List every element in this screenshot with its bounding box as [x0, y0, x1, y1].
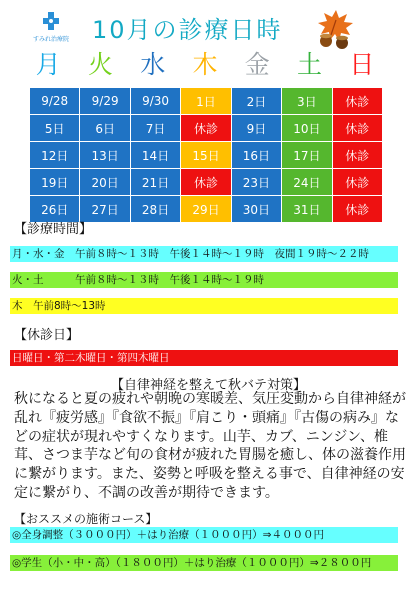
calendar-cell: 休診: [333, 169, 382, 195]
page-title: 10月の診療日時: [92, 16, 283, 44]
article-body: 秋になると夏の疲れや朝晩の寒暖差、気圧変動から自律神経が乱れ『疲労感』『食欲不振』『肩こり・頭痛』『古傷の病み』などの症状が現れやすくなります。山芋、カブ、ニンジン、椎茸、さつま芋など旬の食材が疲れた胃腸を癒し、体の滋養作用に繋がります。また、姿勢と呼吸を整える事で、自律神経の安定に繋がり、不調の改善が期待できます。: [14, 391, 406, 501]
hours-label: 【診療時間】: [14, 222, 93, 237]
weekday-wed: 水: [140, 50, 166, 79]
calendar-cell: 休診: [181, 115, 230, 141]
calendar-cell: 9日: [232, 115, 281, 141]
hours-line-thu: 木 午前8時～13時: [10, 298, 398, 314]
weekday-tue: 火: [87, 50, 113, 79]
calendar-cell: 30日: [232, 196, 281, 222]
calendar-cell: 休診: [333, 196, 382, 222]
calendar-cell: 16日: [232, 142, 281, 168]
closed-days-text: 日曜日・第二木曜日・第四木曜日: [10, 350, 398, 366]
calendar-cell: 28日: [131, 196, 180, 222]
weekday-sun: 日: [349, 50, 375, 79]
article-heading: 【自律神経を整えて秋バテ対策】: [110, 378, 306, 393]
course-item-general: ◎全身調整（３０００円）＋はり治療（１０００円）⇒４０００円: [10, 527, 398, 543]
weekday-thu: 木: [192, 50, 218, 79]
calendar-cell: 休診: [333, 115, 382, 141]
calendar-cell: 14日: [131, 142, 180, 168]
calendar-grid: [30, 88, 382, 222]
calendar-cell: 12日: [30, 142, 79, 168]
calendar-cell: 31日: [282, 196, 331, 222]
calendar-cell: 13日: [80, 142, 129, 168]
calendar-cell: 7日: [131, 115, 180, 141]
clinic-name: すみれ治療院: [33, 36, 70, 43]
calendar-cell: 休診: [333, 142, 382, 168]
calendar-cell: 6日: [80, 115, 129, 141]
closed-days-label: 【休診日】: [14, 328, 80, 343]
calendar-cell: 9/28: [30, 88, 79, 114]
weekday-sat: 土: [297, 50, 323, 79]
clinic-logo-icon: [43, 12, 59, 30]
calendar-cell: 9/30: [131, 88, 180, 114]
courses-label: 【おススメの施術コース】: [14, 512, 158, 526]
calendar-cell: 3日: [282, 88, 331, 114]
calendar-cell: 26日: [30, 196, 79, 222]
hours-line-mon-wed-fri: 月・水・金 午前８時～１３時 午後１４時～１９時 夜間１９時～２２時: [10, 246, 398, 262]
calendar-cell: 21日: [131, 169, 180, 195]
calendar-cell: 23日: [232, 169, 281, 195]
clinic-logo: [33, 12, 69, 46]
course-item-student: ◎学生（小・中・高）（１８００円）＋はり治療（１０００円）⇒２８００円: [10, 555, 398, 571]
calendar-cell: 24日: [282, 169, 331, 195]
calendar-cell: 2日: [232, 88, 281, 114]
autumn-leaf-icon: [314, 8, 356, 50]
weekday-header: [22, 48, 388, 82]
calendar-cell: 1日: [181, 88, 230, 114]
weekday-mon: 月: [35, 50, 61, 79]
calendar-cell: 休診: [181, 169, 230, 195]
calendar-cell: 29日: [181, 196, 230, 222]
hours-line-tue-sat: 火・土 午前８時～１３時 午後１４時～１９時: [10, 272, 398, 288]
calendar-cell: 15日: [181, 142, 230, 168]
weekday-fri: 金: [244, 50, 270, 79]
calendar-cell: 10日: [282, 115, 331, 141]
calendar-cell: 27日: [80, 196, 129, 222]
calendar-cell: 17日: [282, 142, 331, 168]
calendar-cell: 休診: [333, 88, 382, 114]
calendar-cell: 19日: [30, 169, 79, 195]
calendar-cell: 20日: [80, 169, 129, 195]
calendar-cell: 9/29: [80, 88, 129, 114]
calendar-cell: 5日: [30, 115, 79, 141]
